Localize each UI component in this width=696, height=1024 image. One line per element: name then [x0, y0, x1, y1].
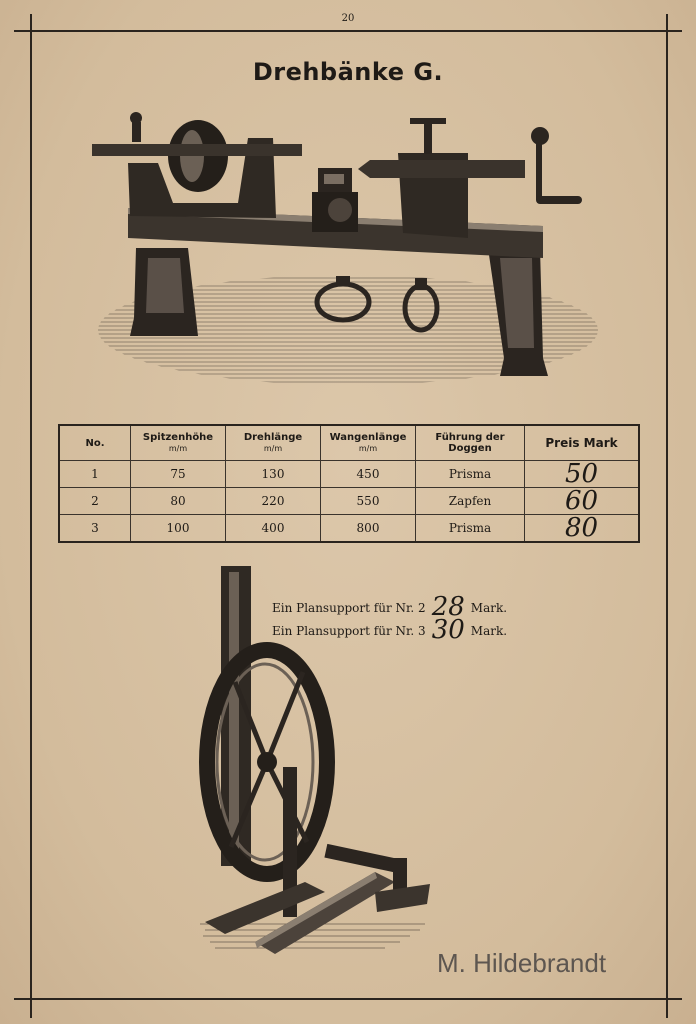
cell-wangenlaenge: 800 — [321, 515, 416, 543]
plansupport-line-1: Ein Plansupport für Nr. 2 28 Mark. — [272, 592, 508, 622]
frame-left-rule — [30, 14, 32, 1018]
header-fuehrung: Führung der Doggen — [416, 425, 525, 461]
cell-wangenlaenge: 550 — [321, 488, 416, 515]
cell-fuehrung: Prisma — [416, 461, 525, 488]
header-no: No. — [59, 425, 131, 461]
plansupport-price-2: 30 — [431, 615, 465, 645]
table-row — [59, 515, 639, 543]
frame-right-rule — [666, 14, 668, 1018]
cell-preis: 60 — [525, 488, 640, 515]
header-preis: Preis Mark — [525, 425, 640, 461]
header-spitzenhoehe: Spitzenhöhe m/m — [131, 425, 226, 461]
cell-preis: 50 — [525, 461, 640, 488]
cell-spitzenhoehe: 100 — [131, 515, 226, 543]
table-row — [59, 461, 639, 488]
flywheel-stand-illustration — [195, 562, 440, 962]
cell-no: 1 — [59, 461, 131, 488]
cell-spitzenhoehe: 80 — [131, 488, 226, 515]
plansupport-price-1: 28 — [431, 592, 465, 622]
lathe-illustration — [88, 108, 608, 393]
page-title: Drehbänke G. — [252, 58, 444, 86]
cell-drehlaenge: 400 — [226, 515, 321, 543]
cell-no: 3 — [59, 515, 131, 543]
lathe-spec-table — [58, 424, 640, 543]
watermark: M. Hildebrandt — [437, 948, 607, 978]
cell-no: 2 — [59, 488, 131, 515]
header-drehlaenge: Drehlänge m/m — [226, 425, 321, 461]
cell-fuehrung: Zapfen — [416, 488, 525, 515]
cell-fuehrung: Prisma — [416, 515, 525, 543]
frame-bottom-rule — [14, 998, 682, 1000]
cell-drehlaenge: 220 — [226, 488, 321, 515]
page-number: 20 — [341, 13, 355, 24]
frame-top-rule — [14, 30, 682, 32]
cell-drehlaenge: 130 — [226, 461, 321, 488]
cell-spitzenhoehe: 75 — [131, 461, 226, 488]
cell-wangenlaenge: 450 — [321, 461, 416, 488]
table-header-row — [59, 425, 639, 461]
plansupport-line-2: Ein Plansupport für Nr. 3 30 Mark. — [272, 615, 508, 645]
header-wangenlaenge: Wangenlänge m/m — [321, 425, 416, 461]
table-row — [59, 488, 639, 515]
cell-preis: 80 — [525, 515, 640, 543]
